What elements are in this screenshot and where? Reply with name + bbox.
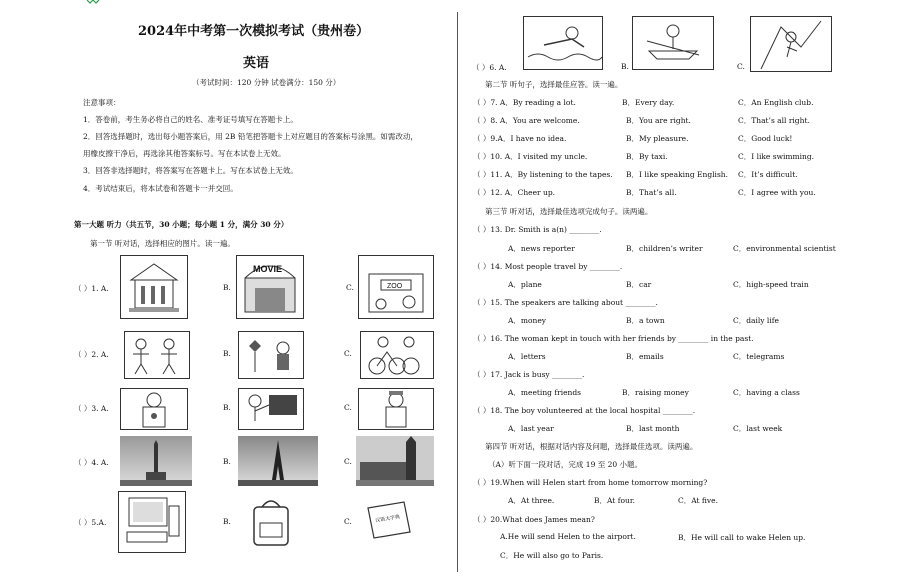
q1-option-c-label: C. [346,283,354,292]
q3-option-a-image [120,388,188,430]
q5-option-a-image [118,491,186,553]
q4-option-b-label: B. [223,457,231,466]
option-c: C．It’s difficult. [738,170,798,179]
children-dancing-icon [125,332,189,378]
option-c: C．At five. [678,496,718,505]
q3-option-b-label: B. [223,403,231,412]
question-3-label: （ ）3. A. [74,404,109,413]
note-item: 4．考试结束后，将本试卷和答题卡一并交回。 [83,184,238,193]
bicycle-riding-icon [361,332,433,378]
zoo-gate-icon [359,256,433,318]
option-b: B．last month [626,424,680,433]
question-5-label: （ ）5.A. [74,518,107,527]
q3-option-b-image [238,388,304,430]
big-ben-icon [356,436,434,486]
question-6-label: （ ）6. A. [472,63,507,72]
option-c: C．environmental scientist [733,244,836,253]
q3-option-c-label: C. [344,403,352,412]
q5-option-c-image [364,498,414,542]
option-c: C．last week [733,424,783,433]
q6-option-b-image [632,16,714,70]
section4-heading: 第四节 听对话，根据对话内容及问题，选择最佳选项。读两遍。 [485,442,698,451]
q6-option-c-image [750,16,832,72]
option-c: C．Good luck! [738,134,793,143]
column-divider [457,12,458,572]
q5-option-b-label: B. [223,517,231,526]
q2-option-c-image [360,331,434,379]
question-text: （ ）16. The woman kept in touch with her friends by ________ in the past. [473,334,754,343]
option-c: C．I agree with you. [738,188,816,197]
question-text: （ ）19.When will Helen start from home tomorrow morning? [473,478,708,487]
option-a: A．meeting friends [508,388,582,397]
option-a: A．last year [508,424,554,433]
note-item: 用橡皮擦干净后，再选涂其他答案标号。写在本试卷上无效。 [83,149,286,158]
question-4-label: （ ）4. A. [74,458,109,467]
teacher-blackboard-icon [239,389,303,429]
exam-title: 2024年中考第一次模拟考试（贵州卷） [138,24,370,39]
option-c: C．high-speed train [733,280,809,289]
q5-option-c-label: C. [344,517,352,526]
question-2-label: （ ）2. A. [74,350,109,359]
zoo-sign-text: ZOO [387,283,403,290]
backpack-icon [242,493,300,551]
question-text: （ ）10. A．I visited my uncle. [473,152,588,161]
option-a: A．money [508,316,547,325]
question-1-label: （ ）1. A. [74,284,109,293]
option-b: B．a town [626,316,665,325]
q4-option-c-image [356,436,434,486]
option-c: C．An English club. [738,98,814,107]
option-b: B．emails [626,352,664,361]
q2-option-c-label: C. [344,349,352,358]
section2-heading: 第二节 听句子，选择最佳应答。读一遍。 [485,80,623,89]
q2-option-a-image [124,331,190,379]
subject-title: 英语 [243,56,270,71]
corner-logo-icon [86,0,100,4]
option-c: C．I like swimming. [738,152,815,161]
eiffel-tower-icon [238,436,318,486]
question-text: （ ）11. A．By listening to the tapes. [473,170,613,179]
q2-option-b-label: B. [223,349,231,358]
question-text: （ ）9.A．I have no idea. [473,134,567,143]
book-title-text: 汉语大字典 [374,514,401,524]
q4-option-b-image [238,436,318,486]
section3-heading: 第三节 听对话，选择最佳选项完成句子。读两遍。 [485,207,653,216]
cinema-icon [237,256,303,318]
option-c: C．He will also go to Paris. [500,551,604,560]
option-b: B．car [626,280,652,289]
q1-option-a-image [120,255,188,319]
q4-option-a-image [120,436,192,486]
climbing-icon [751,17,831,71]
question-text: （ ）14. Most people travel by ________. [473,262,623,271]
option-a: A．plane [508,280,542,289]
doctor-icon [121,389,187,429]
option-b: B．Every day. [622,98,675,107]
option-b: B．My pleasure. [626,134,689,143]
question-text: （ ）17. Jack is busy ________. [473,370,585,379]
question-text: （ ）18. The boy volunteered at the local hospital ________. [473,406,696,415]
question-text: （ ）7. A．By reading a lot. [473,98,576,107]
question-text: （ ）20.What does James mean? [473,515,595,524]
rowing-boat-icon [633,17,713,69]
option-b: B．By taxi. [626,152,668,161]
option-c: C．That’s all right. [738,116,810,125]
statue-of-liberty-icon [120,436,192,486]
note-item: 1．答卷前，考生务必将自己的姓名、准考证号填写在答题卡上。 [83,115,298,124]
option-a: A．At three. [508,496,555,505]
note-item: 3．回答非选择题时，将答案写在答题卡上。写在本试卷上无效。 [83,166,298,175]
option-a: A.He will send Helen to the airport. [500,532,636,541]
option-c: C．telegrams [733,352,785,361]
children-pinwheel-icon [239,332,303,378]
option-b: B．That’s all. [626,188,677,197]
question-text: （ ）13. Dr. Smith is a(n) ________. [473,225,602,234]
section4-sub-a: （A）听下面一段对话，完成 19 至 20 小题。 [488,460,643,469]
movie-sign-text: MOVIE [253,264,283,274]
q6-option-c-label: C. [737,62,745,71]
option-b: B．You are right. [626,116,691,125]
dictionary-book-icon [364,498,414,542]
option-c: C．having a class [733,388,800,397]
option-b: B．At four. [594,496,635,505]
option-b: B．children’s writer [626,244,703,253]
q1-option-c-image [358,255,434,319]
option-b: B．I like speaking English. [626,170,729,179]
note-item: 2．回答选择题时，选出每小题答案后，用 2B 铅笔把答题卡上对应题目的答案标号涂黑。如需改动， [83,132,418,141]
q2-option-b-image [238,331,304,379]
q4-option-c-label: C. [344,457,352,466]
option-b: B．raising money [622,388,689,397]
exam-info: （考试时间：120 分钟 试卷满分：150 分） [192,78,341,87]
part1-heading: 第一大题 听力（共五节，30 小题；每小题 1 分，满分 30 分） [74,220,289,229]
question-text: （ ）12. A．Cheer up. [473,188,556,197]
swimming-icon [524,17,602,69]
q5-option-b-image [242,493,300,551]
option-a: A．news reporter [508,244,575,253]
question-text: （ ）8. A．You are welcome. [473,116,580,125]
q6-option-b-label: B. [621,62,629,71]
q1-option-b-label: B. [223,283,231,292]
computer-icon [119,492,185,552]
option-c: C．daily life [733,316,779,325]
option-b: B．He will call to wake Helen up. [678,533,806,542]
notes-heading: 注意事项： [83,98,121,107]
q3-option-c-image [358,388,434,430]
nurse-icon [359,389,433,429]
question-text: （ ）15. The speakers are talking about ________. [473,298,658,307]
q1-option-b-image [236,255,304,319]
option-a: A．letters [508,352,546,361]
q6-option-a-image [523,16,603,70]
section1-heading: 第一节 听对话，选择相应的图片。读一遍。 [90,239,235,248]
bank-building-icon [121,256,187,318]
